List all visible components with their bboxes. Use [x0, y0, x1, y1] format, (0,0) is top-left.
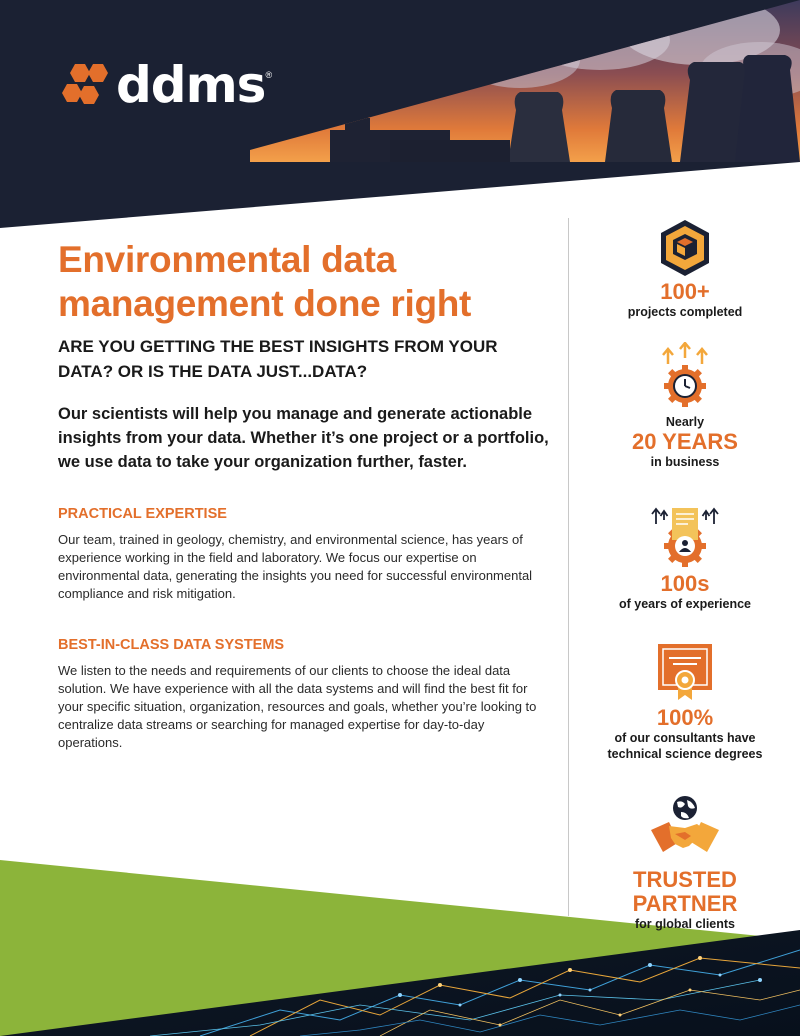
gear-clock-icon — [650, 342, 720, 408]
ddms-logo[interactable] — [62, 56, 273, 114]
section-heading-data-systems: BEST-IN-CLASS DATA SYSTEMS — [58, 637, 285, 653]
stat-partner-caption: for global clients — [634, 917, 735, 931]
section-body-practical-expertise: Our team, trained in geology, chemistry, and environmental science, has years of experience working in the field and laboratory. We focus our expertise on environmental data, generating the insights you need for successful environmental compliance and risk mitigation. — [58, 532, 533, 601]
gear-document-icon — [648, 502, 722, 568]
stat-projects-caption: projects completed — [627, 305, 743, 319]
brand-name: ddms — [116, 56, 266, 114]
stat-years-value: 20 YEARS — [632, 429, 738, 454]
section-heading-practical-expertise: PRACTICAL EXPERTISE — [58, 506, 227, 522]
stat-degrees-value: 100% — [656, 705, 714, 730]
stat-experience-caption: of years of experience — [618, 597, 751, 611]
stat-years-prefix: Nearly — [665, 415, 705, 429]
page-title: Environmental data management done right — [58, 239, 472, 324]
hexagon-cluster-icon — [62, 62, 112, 108]
stat-experience-value: 100s — [660, 571, 710, 596]
globe-handshake-icon — [649, 794, 721, 862]
registered-mark: ® — [265, 70, 273, 80]
cube-hexagon-icon — [657, 218, 713, 278]
stat-partner-value: TRUSTED PARTNER — [632, 867, 738, 916]
subheadline: ARE YOU GETTING THE BEST INSIGHTS FROM YOUR DATA? OR IS THE DATA JUST...DATA? — [58, 337, 498, 381]
section-body-data-systems: We listen to the needs and requirements of our clients to choose the ideal data solution. We have experience with all the data systems and will find the best fit for your specific situation, organization, resources and goals, whether you’re looking to centralize data streams or searching for managed expertise for day-to-day operations. — [58, 663, 537, 750]
stat-projects-value: 100+ — [660, 279, 710, 304]
stat-years — [585, 342, 785, 470]
certificate-icon — [656, 642, 714, 702]
stat-partner — [585, 794, 785, 932]
intro-paragraph: Our scientists will help you manage and generate actionable insights from your data. Whether it’s one project or a portfolio, we use data to take your organization further, faster. — [58, 405, 549, 471]
stat-degrees-caption: of our consultants have technical science degrees — [607, 731, 763, 761]
stat-degrees — [585, 642, 785, 762]
stat-projects — [585, 218, 785, 320]
column-divider — [568, 218, 569, 916]
stat-years-caption: in business — [650, 455, 720, 469]
stat-experience — [585, 502, 785, 612]
